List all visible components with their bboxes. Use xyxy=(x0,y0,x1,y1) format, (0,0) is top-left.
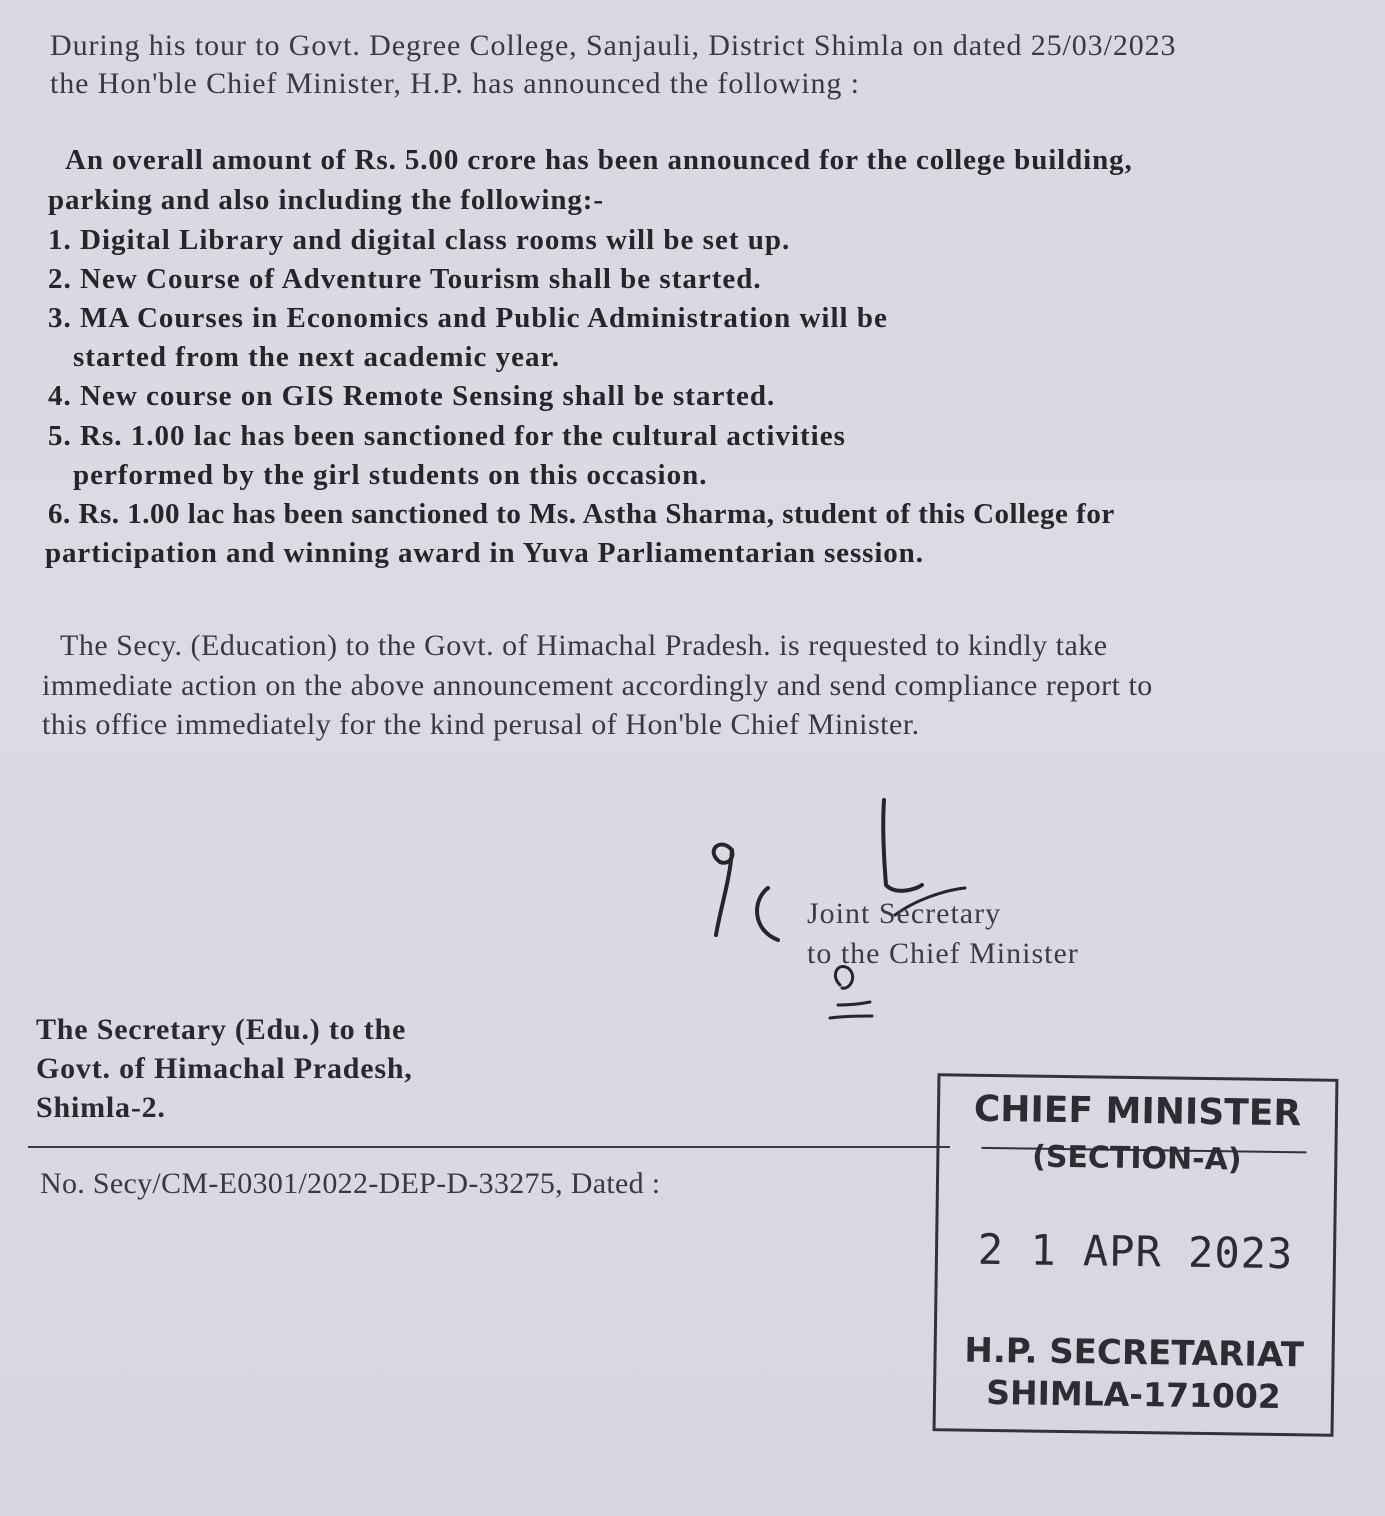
list-item-5-cont: performed by the girl students on this occasion. xyxy=(73,459,708,491)
announcement-line-2: parking and also including the following:- xyxy=(48,184,604,216)
list-item-4: 4. New course on GIS Remote Sensing shall be started. xyxy=(48,380,776,412)
list-item-1: 1. Digital Library and digital class rooms will be set up. xyxy=(48,224,791,256)
addressee-line-1: The Secretary (Edu.) to the xyxy=(36,1013,407,1046)
separator-rule xyxy=(28,1146,950,1148)
announcement-line-1: An overall amount of Rs. 5.00 crore has been announced for the college building, xyxy=(65,144,1133,176)
reference-number: No. Secy/CM-E0301/2022-DEP-D-33275, Dated : xyxy=(40,1167,661,1200)
intro-line-2: the Hon'ble Chief Minister, H.P. has announced the following : xyxy=(50,67,860,100)
stamp-line-1: CHIEF MINISTER xyxy=(973,1088,1302,1135)
request-line-2: immediate action on the above announcement accordingly and send compliance report to xyxy=(42,669,1153,702)
office-stamp xyxy=(933,1073,1339,1437)
list-item-6: 6. Rs. 1.00 lac has been sanctioned to Ms. Astha Sharma, student of this College for xyxy=(48,498,1115,530)
intro-line-1: During his tour to Govt. Degree College, Sanjauli, District Shimla on dated 25/03/2023 xyxy=(50,29,1177,62)
stamp-line-3: H.P. SECRETARIAT xyxy=(964,1330,1305,1376)
list-item-3: 3. MA Courses in Economics and Public Administration will be xyxy=(48,302,888,334)
signatory-title: Joint Secretary xyxy=(807,897,1002,930)
request-line-3: this office immediately for the kind perusal of Hon'ble Chief Minister. xyxy=(42,708,920,741)
addressee-line-2: Govt. of Himachal Pradesh, xyxy=(36,1052,413,1085)
request-line-1: The Secy. (Education) to the Govt. of Himachal Pradesh. is requested to kindly take xyxy=(60,629,1108,662)
stamp-line-2: (SECTION-A) xyxy=(1031,1139,1242,1178)
addressee-line-3: Shimla-2. xyxy=(36,1091,166,1124)
list-item-5: 5. Rs. 1.00 lac has been sanctioned for the cultural activities xyxy=(48,420,846,452)
stamp-line-4: SHIMLA-171002 xyxy=(986,1372,1282,1417)
list-item-3-cont: started from the next academic year. xyxy=(73,341,560,373)
list-item-6-cont: participation and winning award in Yuva Parliamentarian session. xyxy=(45,537,924,569)
stamp-date: 2 1 APR 2023 xyxy=(977,1224,1294,1279)
list-item-2: 2. New Course of Adventure Tourism shall be started. xyxy=(48,263,762,295)
signatory-subtitle: to the Chief Minister xyxy=(807,937,1079,970)
